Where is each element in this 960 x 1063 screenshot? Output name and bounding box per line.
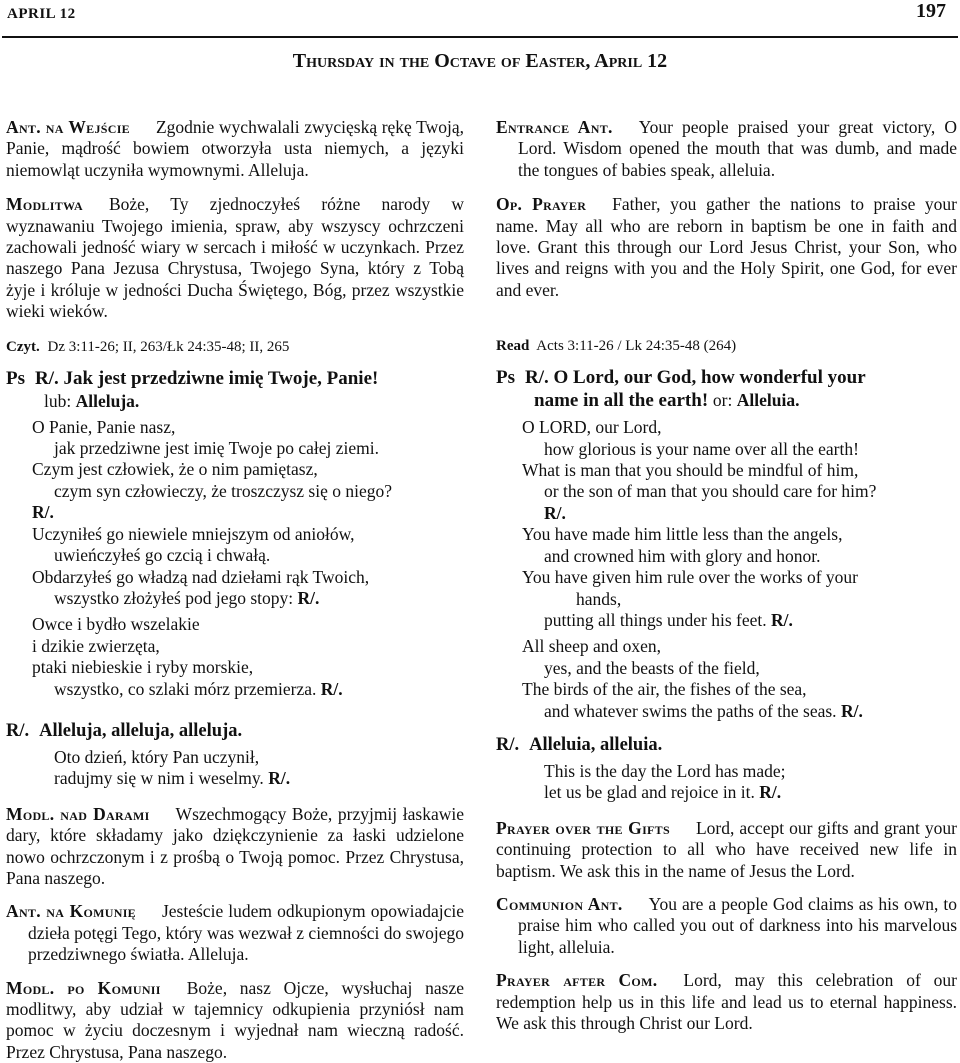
verse-line: O Panie, Panie nasz, <box>32 416 176 437</box>
english-entrance-antiphon: Entrance Ant. Your people praised your great victory, O Lord. Wisdom opened the mouth that was dumb, and made the tongues of babies speak, alleluia. <box>496 117 957 180</box>
verse-line: radujmy się w nim i weselmy. R/. <box>54 768 291 789</box>
section-label: Czyt. <box>6 338 40 355</box>
psalm-refrain: Ps R/. O Lord, our God, how wonderful your <box>496 367 866 389</box>
polish-entrance-antiphon <box>6 117 464 181</box>
polish-psalm <box>6 368 464 700</box>
verse-line: The birds of the air, the fishes of the sea, <box>522 679 807 700</box>
verse-line: Owce i bydło wszelakie <box>32 614 200 635</box>
verse-line: Czym jest człowiek, że o nim pamiętasz, <box>32 459 318 480</box>
section-label: Prayer after Com. <box>496 970 658 991</box>
polish-column <box>6 117 464 1063</box>
verse-line: wszystko złożyłeś pod jego stopy: R/. <box>54 587 320 608</box>
verse-line: putting all things under his feet. R/. <box>544 609 793 630</box>
english-collect: Op. Prayer Father, you gather the nations to praise your name. May all who are reborn in baptism be one in faith and love. Grant this through our Lord Jesus Christ, your Son, who lives and reigns with you and the Holy Spirit, one God, for ever and ever. <box>496 194 957 300</box>
section-label: Modl. nad Darami <box>6 803 150 824</box>
section-label: Communion Ant. <box>496 893 623 914</box>
english-alleluia: R/. Alleluia, alleluia. This is the day the Lord has made; let us be glad and rejoice in it. R/. <box>496 734 957 804</box>
verse-line: and crowned him with glory and honor. <box>544 545 821 566</box>
polish-prayer-over-gifts: Modl. nad Darami Wszechmogący Boże, przyjmij łaskawie dary, które składamy jako dziękczynienie za łaski udzielone nowo ochrzczonym i z prośbą o Twoją pomoc. Przez Chrystusa, Pana naszego. <box>6 803 464 888</box>
section-text: Dz 3:11-26; II, 263/Łk 24:35-48; II, 265 <box>47 338 290 355</box>
polish-communion-antiphon: Ant. na Komunię Jesteście ludem odkupionym opowiadajcie dzieła potęgi Tego, który was wezwał z ciemności do swojego przedziwnego światła. Alleluja. <box>6 901 464 965</box>
verse-line: uwieńczyłeś go czcią i chwałą. <box>54 545 271 566</box>
verse-line: You have given him rule over the works of your <box>522 567 859 588</box>
english-prayer-over-gifts: Prayer over the Gifts Lord, accept our gifts and grant your continuing protection to all who have received new life in baptism. We ask this in the name of Jesus the Lord. <box>496 817 957 881</box>
response-marker: R/. <box>32 502 54 523</box>
psalm-tag: Ps <box>6 367 25 389</box>
section-label: Modlitwa <box>6 194 83 215</box>
section-label: Ant. na Wejście <box>6 117 130 137</box>
verse-line: yes, and the beasts of the field, <box>544 657 760 678</box>
verse-line: hands, <box>576 588 622 609</box>
section-label: Op. Prayer <box>496 194 587 215</box>
verse-line: let us be glad and rejoice in it. R/. <box>544 782 782 803</box>
header-rule <box>2 36 958 38</box>
verse-line: how glorious is your name over all the earth! <box>544 438 859 459</box>
verse-line: You have made him little less than the angels, <box>522 524 843 545</box>
verse-line: czym syn człowieczy, że troszczysz się o niego? <box>54 480 393 501</box>
section-text: Zgodnie wychwalali zwycięską rękę Twoją, Panie, mądrość bowiem otworzyła usta niemych, a języki niemowląt uczyniła wymownymi. Alleluja. <box>6 117 464 180</box>
section-label: Modl. po Komunii <box>6 977 161 998</box>
verse-line: or the son of man that you should care for him? <box>544 481 877 502</box>
psalm-alt-refrain: lub: Alleluja. <box>44 390 140 411</box>
verse-line: ptaki niebieskie i ryby morskie, <box>32 657 254 678</box>
psalm-tag: Ps <box>496 367 515 389</box>
polish-reading-ref <box>6 339 464 356</box>
verse-line: Uczyniłeś go niewiele mniejszym od aniołów, <box>32 523 355 544</box>
section-label: Entrance Ant. <box>496 117 613 137</box>
english-column <box>496 117 957 1034</box>
section-text: Boże, Ty zjednoczyłeś różne narody w wyznawaniu Twojego imienia, spraw, aby wszyscy ochrzczeni zachowali jedność wiary w sercach i miłość w uczynkach. Przez naszego Pana Jezusa Chrystusa, Twojego Syna, który z Tobą żyje i króluje w jedności Ducha Świętego, Bóg, przez wszystkie wieki wieków. <box>6 194 464 322</box>
polish-collect <box>6 194 464 322</box>
verse-line: i dzikie zwierzęta, <box>32 635 160 656</box>
verse-line: wszystko, co szlaki mórz przemierza. R/. <box>54 678 343 699</box>
verse-line: This is the day the Lord has made; <box>544 760 786 781</box>
verse-line: Oto dzień, który Pan uczynił, <box>54 746 260 767</box>
english-post-communion: Prayer after Com. Lord, may this celebration of our redemption help us in this life and lead us to eternal happiness. We ask this through Christ our Lord. <box>496 970 957 1033</box>
page-number: 197 <box>916 0 946 22</box>
verse-line: Obdarzyłeś go władzą nad dziełami rąk Twoich, <box>32 566 370 587</box>
polish-post-communion: Modl. po Komunii Boże, nasz Ojcze, wysłuchaj nasze modlitwy, aby udział w tajemnicy odkupienia przyniósł nam pomoc w życiu doczesnym i wyjednał nam wieczną radość. Przez Chrystusa, Pana naszego. <box>6 977 464 1062</box>
psalm-refrain <box>6 368 464 390</box>
english-psalm: Ps R/. O Lord, our God, how wonderful your name in all the earth! or: Alleluia. O LORD, our Lord, how glorious is your name over all the earth! What is man that you should be mindful of him, or the son of man that you should care for him? R/. You have made him little less than the angels, and crowned him with glory and honor. You have given him rule over the works of your hands, putting all things under his feet. R/. All sheep and oxen, yes, and the beasts of the field, The birds of the air, the fishes of the sea, and whatever swims the paths of the seas. R/. <box>496 367 957 722</box>
verse-line: All sheep and oxen, <box>522 636 661 657</box>
verse-line: What is man that you should be mindful of him, <box>522 460 859 481</box>
response-marker: R/. <box>544 502 566 523</box>
section-label: Ant. na Komunię <box>6 901 136 922</box>
polish-alleluia: R/. Alleluja, alleluja, alleluja. Oto dzień, który Pan uczynił, radujmy się w nim i weselmy. R/. <box>6 720 464 790</box>
verse-line: O LORD, our Lord, <box>522 417 662 438</box>
english-reading-ref: Read Acts 3:11-26 / Lk 24:35-48 (264) <box>496 338 737 355</box>
verse-line: jak przedziwne jest imię Twoje po całej ziemi. <box>54 438 379 459</box>
section-label: Prayer over the Gifts <box>496 817 670 838</box>
section-label: Read <box>496 338 530 355</box>
english-communion-antiphon: Communion Ant. You are a people God claims as his own, to praise him who called you out of darkness into his marvelous light, alleluia. <box>496 893 957 957</box>
verse-line: and whatever swims the paths of the seas. R/. <box>544 700 863 721</box>
running-header: APRIL 12 <box>7 6 76 22</box>
psalm-refrain-text: R/. Jak jest przedziwne imię Twoje, Panie! <box>35 367 379 389</box>
day-title: Thursday in the Octave of Easter, April 12 <box>292 50 668 72</box>
